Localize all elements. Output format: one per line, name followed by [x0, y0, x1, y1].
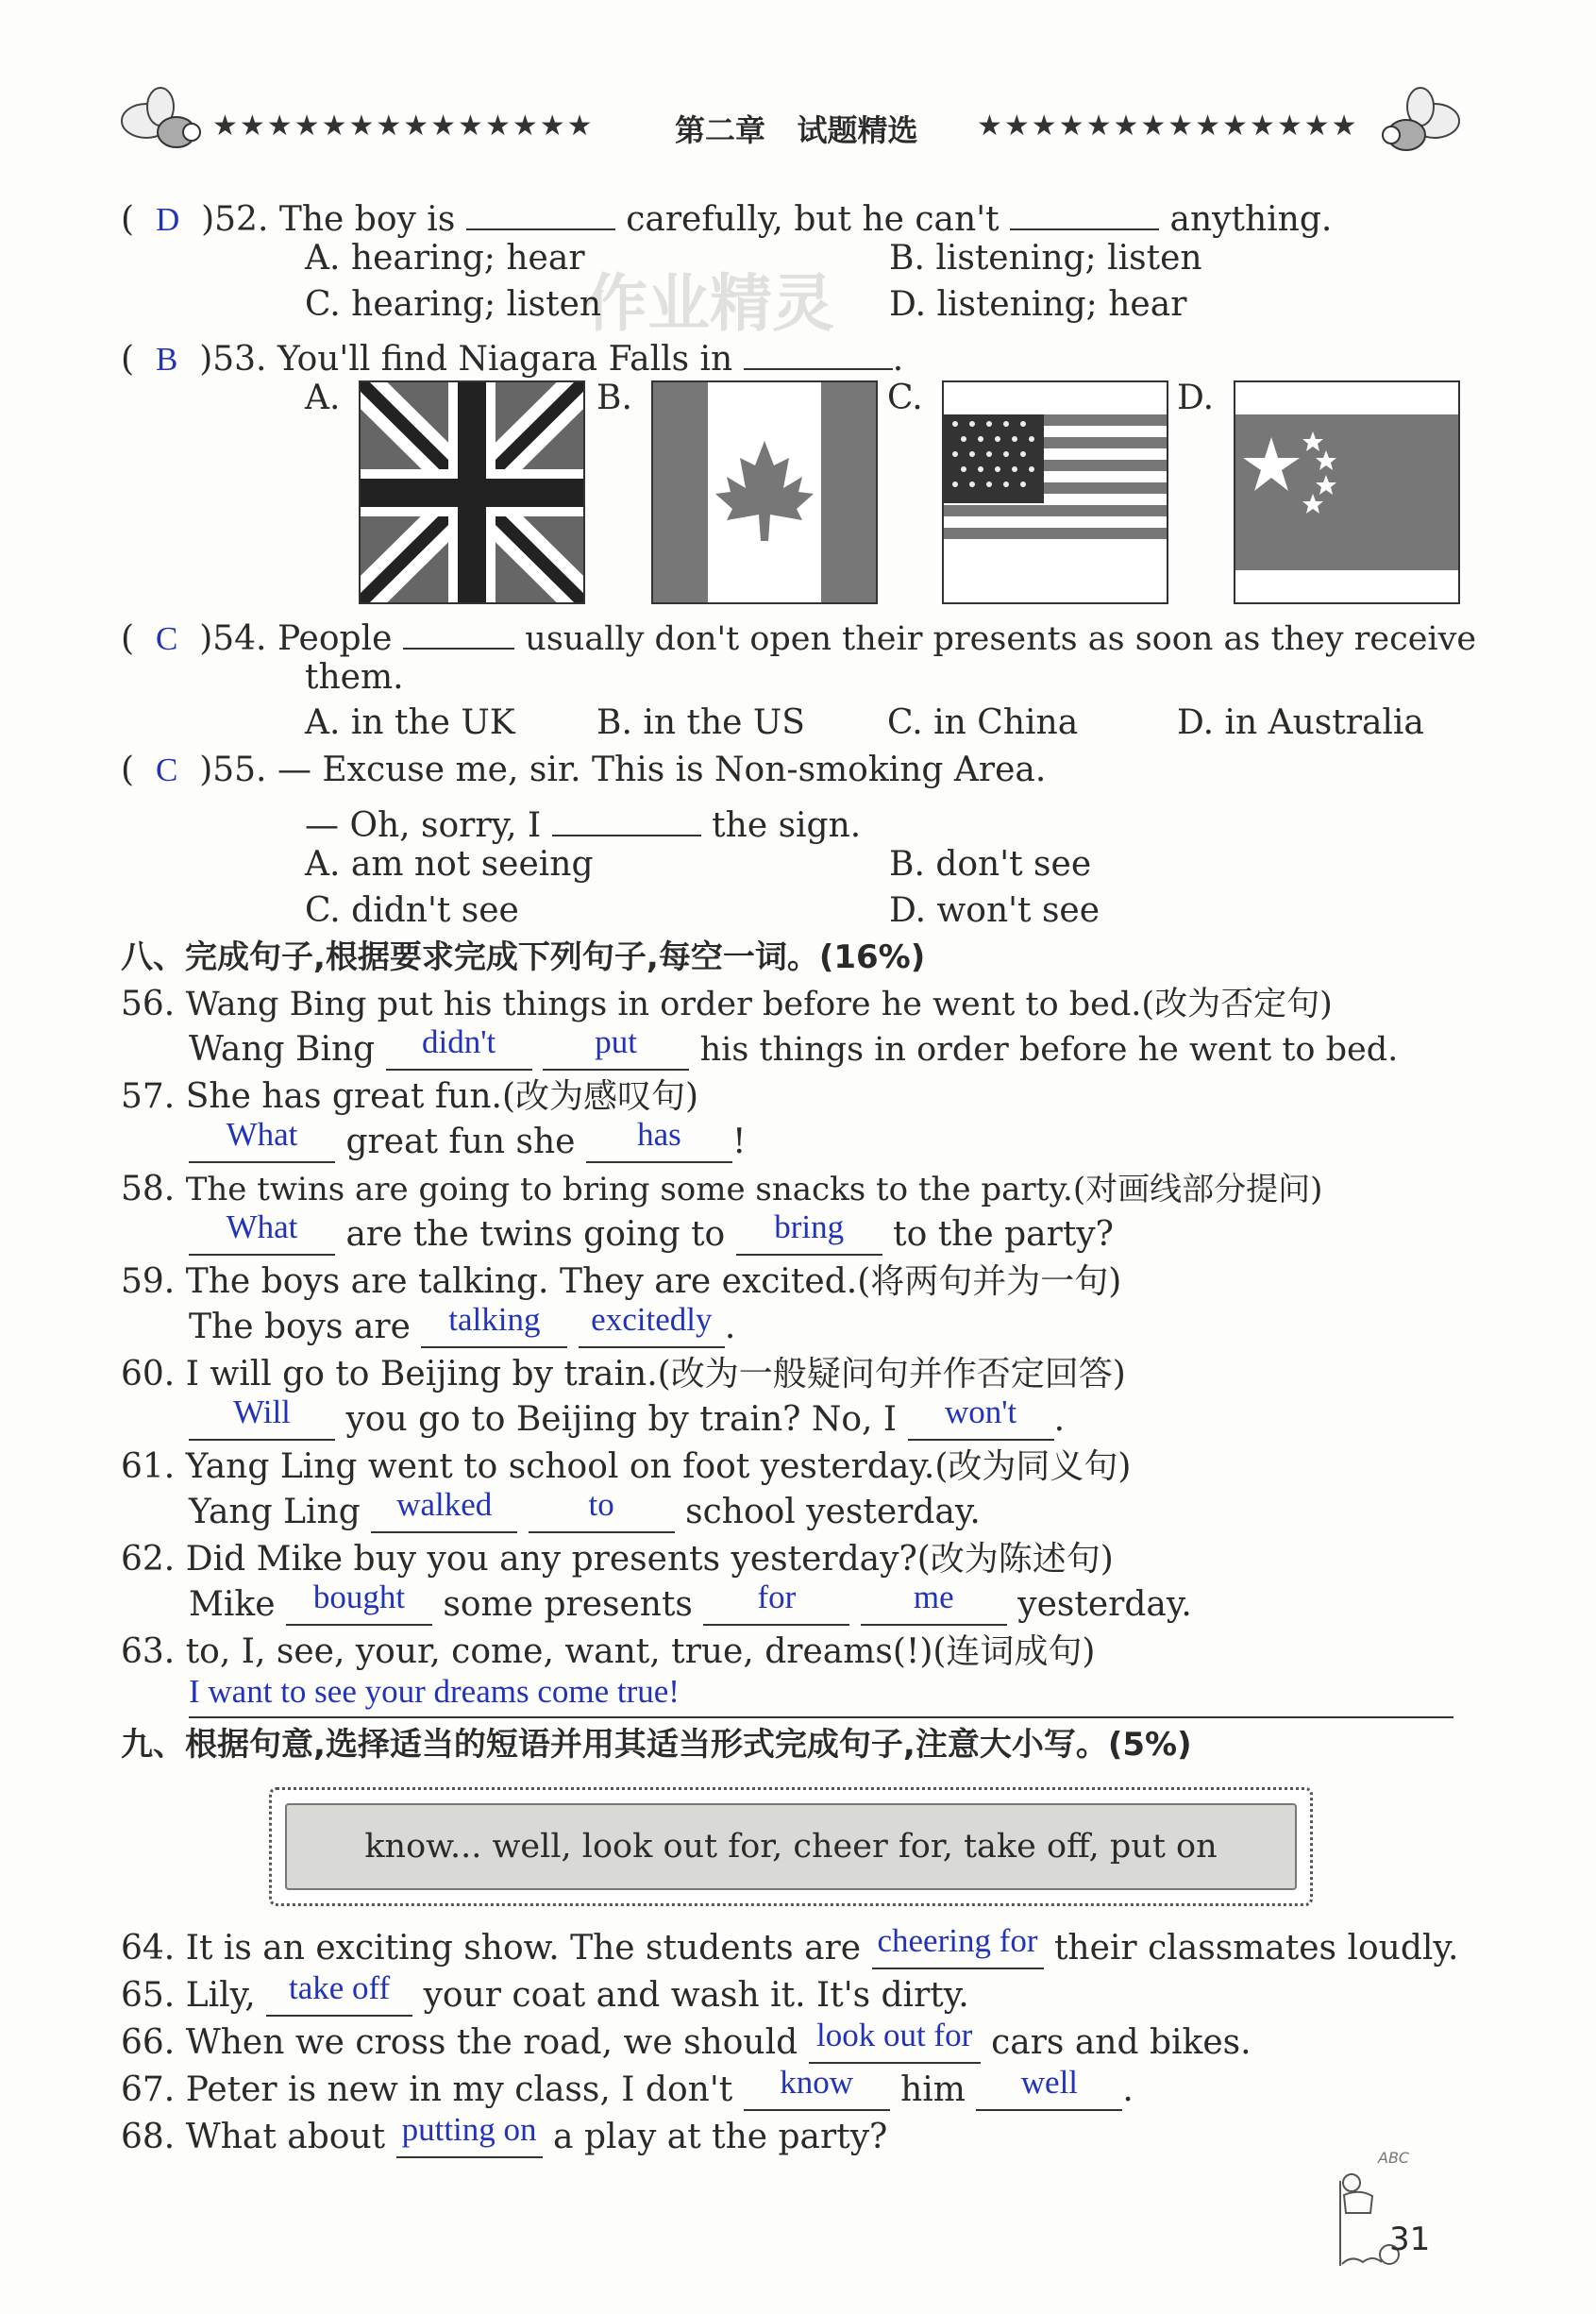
q61-blank2	[529, 1486, 675, 1533]
q54-text3: them.	[305, 658, 404, 697]
q53-text1: You'll find Niagara Falls in	[277, 340, 733, 379]
q68-pre: What about	[185, 2118, 386, 2156]
q68-answer: putting on	[401, 2111, 537, 2148]
q59-answer2: excitedly	[591, 1301, 713, 1338]
question-56-prompt	[121, 984, 1333, 1025]
q59-number: 59.	[121, 1262, 176, 1301]
q65-post: your coat and wash it. It's dirty.	[423, 1976, 969, 2015]
question-64	[121, 1922, 1459, 1969]
q58-blank2	[736, 1208, 882, 1256]
q65-number: 65.	[121, 1976, 176, 2015]
question-68	[121, 2111, 888, 2158]
q64-blank	[872, 1922, 1044, 1969]
q57-mid: great fun she	[345, 1123, 576, 1161]
header-stars-right: ★★★★★★★★★★★★★★	[977, 110, 1359, 143]
q65-pre: Lily,	[185, 1976, 256, 2015]
q63-answer: I want to see your dreams come true!	[189, 1673, 680, 1710]
q52-number: )52.	[201, 200, 269, 239]
q68-number: 68.	[121, 2118, 176, 2156]
q55-number: )55.	[199, 751, 267, 789]
question-60-prompt	[121, 1354, 1126, 1395]
page-number: 31	[1389, 2221, 1431, 2258]
q63-number: 63.	[121, 1632, 176, 1671]
question-58-answer	[189, 1208, 1114, 1256]
section-9-title: 九、根据句意,选择适当的短语并用其适当形式完成句子,注意大小写。(5%)	[121, 1726, 1192, 1764]
question-61-prompt	[121, 1446, 1131, 1488]
q54-option-c: C. in China	[887, 703, 1079, 742]
q57-post: !	[731, 1123, 747, 1161]
q52-option-d: D. listening; hear	[889, 285, 1187, 324]
question-57-prompt	[121, 1076, 698, 1118]
phrase-box	[269, 1787, 1313, 1906]
question-56-answer	[189, 1023, 1399, 1071]
question-67	[121, 2064, 1134, 2111]
flag-label-b: B.	[596, 379, 632, 417]
q58-mid: are the twins going to	[345, 1215, 726, 1254]
q60-prompt: I will go to Beijing by train.(改为一般疑问句并作否定回答)	[185, 1355, 1126, 1393]
q59-prompt: The boys are talking. They are excited.(将两句并为一句)	[185, 1262, 1122, 1301]
q62-answer1: bought	[312, 1579, 406, 1615]
q52-text2: carefully, but he can't	[626, 200, 1000, 239]
chapter-label: 第二章	[675, 112, 766, 148]
q54-blank	[403, 610, 514, 650]
q62-answer3: me	[913, 1579, 954, 1615]
canada-flag-icon	[651, 380, 878, 604]
q57-answer1: What	[226, 1116, 298, 1153]
q55-option-c: C. didn't see	[305, 891, 519, 930]
q56-number: 56.	[121, 985, 176, 1023]
q61-answer1: walked	[396, 1486, 493, 1523]
question-63-prompt	[121, 1631, 1095, 1673]
question-54: ( C )54. People usually don't open their presents as soon as they receive	[121, 610, 1476, 660]
q55-line2a: — Oh, sorry, I	[305, 806, 542, 845]
q64-post: their classmates loudly.	[1053, 1929, 1459, 1968]
answer-55: C	[155, 752, 178, 788]
answer-52: D	[155, 201, 180, 238]
answer-54: C	[155, 620, 178, 657]
q66-pre: When we cross the road, we should	[185, 2023, 798, 2062]
flag-label-a: A.	[305, 379, 341, 417]
q52-option-b: B. listening; listen	[889, 239, 1202, 278]
q62-blank3	[861, 1579, 1007, 1626]
header-stars-left: ★★★★★★★★★★★★★★	[212, 110, 595, 143]
q52-blank2	[1010, 191, 1159, 230]
q61-blank1	[371, 1486, 517, 1533]
flag-label-c: C.	[887, 379, 923, 417]
question-66	[121, 2017, 1252, 2064]
q61-answer2: to	[588, 1486, 614, 1523]
uk-flag-icon	[359, 380, 585, 604]
q57-blank1	[189, 1116, 335, 1163]
q59-pre: The boys are	[189, 1308, 411, 1346]
q53-number: )53.	[199, 340, 267, 379]
question-59-answer	[189, 1301, 736, 1348]
q56-pre: Wang Bing	[189, 1030, 376, 1069]
q55-blank	[552, 797, 701, 836]
question-62-prompt	[121, 1539, 1114, 1580]
q52-option-c: C. hearing; listen	[305, 285, 602, 324]
q55-line1: — Excuse me, sir. This is Non-smoking Area.	[277, 751, 1047, 789]
q58-post: to the party?	[893, 1215, 1114, 1254]
answer-53: B	[155, 341, 178, 378]
q68-blank	[396, 2111, 543, 2158]
q58-answer1: What	[226, 1208, 298, 1245]
chapter-title	[675, 107, 917, 150]
q53-period: .	[892, 340, 904, 379]
q61-number: 61.	[121, 1447, 176, 1486]
q68-post: a play at the party?	[553, 2118, 888, 2156]
phrase-box-text: know... well, look out for, cheer for, take off, put on	[285, 1803, 1297, 1890]
q60-post: .	[1053, 1400, 1066, 1439]
section-label: 试题精选	[797, 112, 918, 148]
q66-blank	[809, 2017, 981, 2064]
flag-label-d: D.	[1177, 379, 1215, 417]
q55-option-d: D. won't see	[889, 891, 1100, 930]
question-62-answer	[189, 1579, 1192, 1626]
question-55: ( C )55. — Excuse me, sir. This is Non-smoking Area.	[121, 751, 1047, 789]
q56-blank1	[386, 1023, 532, 1071]
q52-text1: The boy is	[278, 200, 456, 239]
q54-number: )54.	[199, 619, 267, 658]
q52-blank1	[466, 191, 615, 230]
q62-blank2	[703, 1579, 849, 1626]
q67-answer2: well	[1020, 2064, 1079, 2101]
q53-blank	[744, 330, 893, 370]
question-65	[121, 1969, 969, 2017]
question-57-answer	[189, 1116, 747, 1163]
q64-answer: cheering for	[877, 1922, 1038, 1959]
q56-prompt: Wang Bing put his things in order before he went to bed.(改为否定句)	[185, 986, 1333, 1023]
q54-option-d: D. in Australia	[1177, 703, 1424, 742]
q54-text2: usually don't open their presents as soon as they receive	[525, 620, 1477, 658]
q59-answer1: talking	[448, 1301, 541, 1338]
q60-blank2	[908, 1393, 1054, 1441]
bee-left-icon	[118, 83, 203, 168]
q55-option-a: A. am not seeing	[305, 845, 594, 884]
q56-post: his things in order before he went to bed.	[699, 1031, 1399, 1069]
q57-blank2	[586, 1116, 732, 1163]
q57-prompt: She has great fun.(改为感叹句)	[185, 1077, 699, 1116]
q52-option-a: A. hearing; hear	[305, 239, 585, 278]
question-61-answer	[189, 1486, 981, 1533]
q60-answer1: Will	[233, 1393, 291, 1430]
q61-post: school yesterday.	[685, 1493, 981, 1531]
q57-answer2: has	[637, 1116, 681, 1153]
q59-blank2	[579, 1301, 725, 1348]
q62-post: yesterday.	[1017, 1585, 1192, 1624]
q58-answer2: bring	[774, 1208, 845, 1245]
q67-blank2	[976, 2064, 1122, 2111]
q58-blank1	[189, 1208, 335, 1256]
q62-prompt: Did Mike buy you any presents yesterday?(改为陈述句)	[185, 1540, 1114, 1579]
q55-line2b: the sign.	[712, 806, 862, 845]
q54-option-a: A. in the UK	[305, 703, 515, 742]
q62-number: 62.	[121, 1540, 176, 1579]
q64-pre: It is an exciting show. The students are	[185, 1929, 862, 1968]
watermark: 作业精灵	[585, 267, 834, 340]
q61-pre: Yang Ling	[189, 1493, 361, 1531]
q67-mid: him	[900, 2070, 966, 2109]
q67-pre: Peter is new in my class, I don't	[185, 2070, 733, 2109]
q52-text3: anything.	[1169, 200, 1333, 239]
china-flag-icon	[1234, 380, 1460, 604]
footer-doodle-text: ABC	[1378, 2149, 1410, 2167]
q66-post: cars and bikes.	[991, 2023, 1252, 2062]
question-52: ( D )52. The boy is carefully, but he can't anything.	[121, 191, 1332, 241]
q55-line2	[305, 797, 861, 847]
q64-number: 64.	[121, 1929, 176, 1968]
q66-answer: look out for	[815, 2017, 973, 2053]
q58-prompt: The twins are going to bring some snacks to the party.(对画线部分提问)	[185, 1171, 1323, 1208]
q59-blank1	[421, 1301, 567, 1348]
q62-pre: Mike	[189, 1585, 276, 1624]
q60-number: 60.	[121, 1355, 176, 1393]
bee-right-icon	[1378, 83, 1463, 168]
q62-mid: some presents	[443, 1585, 693, 1624]
q62-answer2: for	[757, 1579, 797, 1615]
question-59-prompt	[121, 1261, 1121, 1303]
q63-prompt: to, I, see, your, come, want, true, dreams(!)(连词成句)	[185, 1632, 1096, 1671]
q66-number: 66.	[121, 2023, 176, 2062]
q60-mid: you go to Beijing by train? No, I	[345, 1400, 898, 1439]
q63-answer-line	[189, 1716, 1453, 1718]
q58-number: 58.	[121, 1170, 176, 1208]
question-60-answer	[189, 1393, 1066, 1441]
q54-text1: People	[277, 619, 393, 658]
q60-blank1	[189, 1393, 335, 1441]
section-8-title: 八、完成句子,根据要求完成下列句子,每空一词。(16%)	[121, 938, 926, 976]
q67-number: 67.	[121, 2070, 176, 2109]
q57-number: 57.	[121, 1077, 176, 1116]
q59-post: .	[724, 1308, 736, 1346]
q62-blank1	[286, 1579, 432, 1626]
q65-answer: take off	[288, 1969, 391, 2006]
q56-answer2: put	[595, 1023, 637, 1060]
q56-answer1: didn't	[422, 1023, 496, 1060]
q65-blank	[266, 1969, 412, 2017]
question-53: ( B )53. You'll find Niagara Falls in .	[121, 330, 903, 380]
question-58-prompt	[121, 1169, 1322, 1210]
q61-prompt: Yang Ling went to school on foot yesterday.(改为同义句)	[185, 1447, 1132, 1486]
q67-post: .	[1122, 2070, 1134, 2109]
q67-answer1: know	[780, 2064, 854, 2101]
q60-answer2: won't	[944, 1393, 1017, 1430]
q56-blank2	[543, 1023, 689, 1071]
q67-blank1	[744, 2064, 890, 2111]
q55-option-b: B. don't see	[889, 845, 1092, 884]
us-flag-icon	[942, 380, 1168, 604]
q54-option-b: B. in the US	[596, 703, 805, 742]
